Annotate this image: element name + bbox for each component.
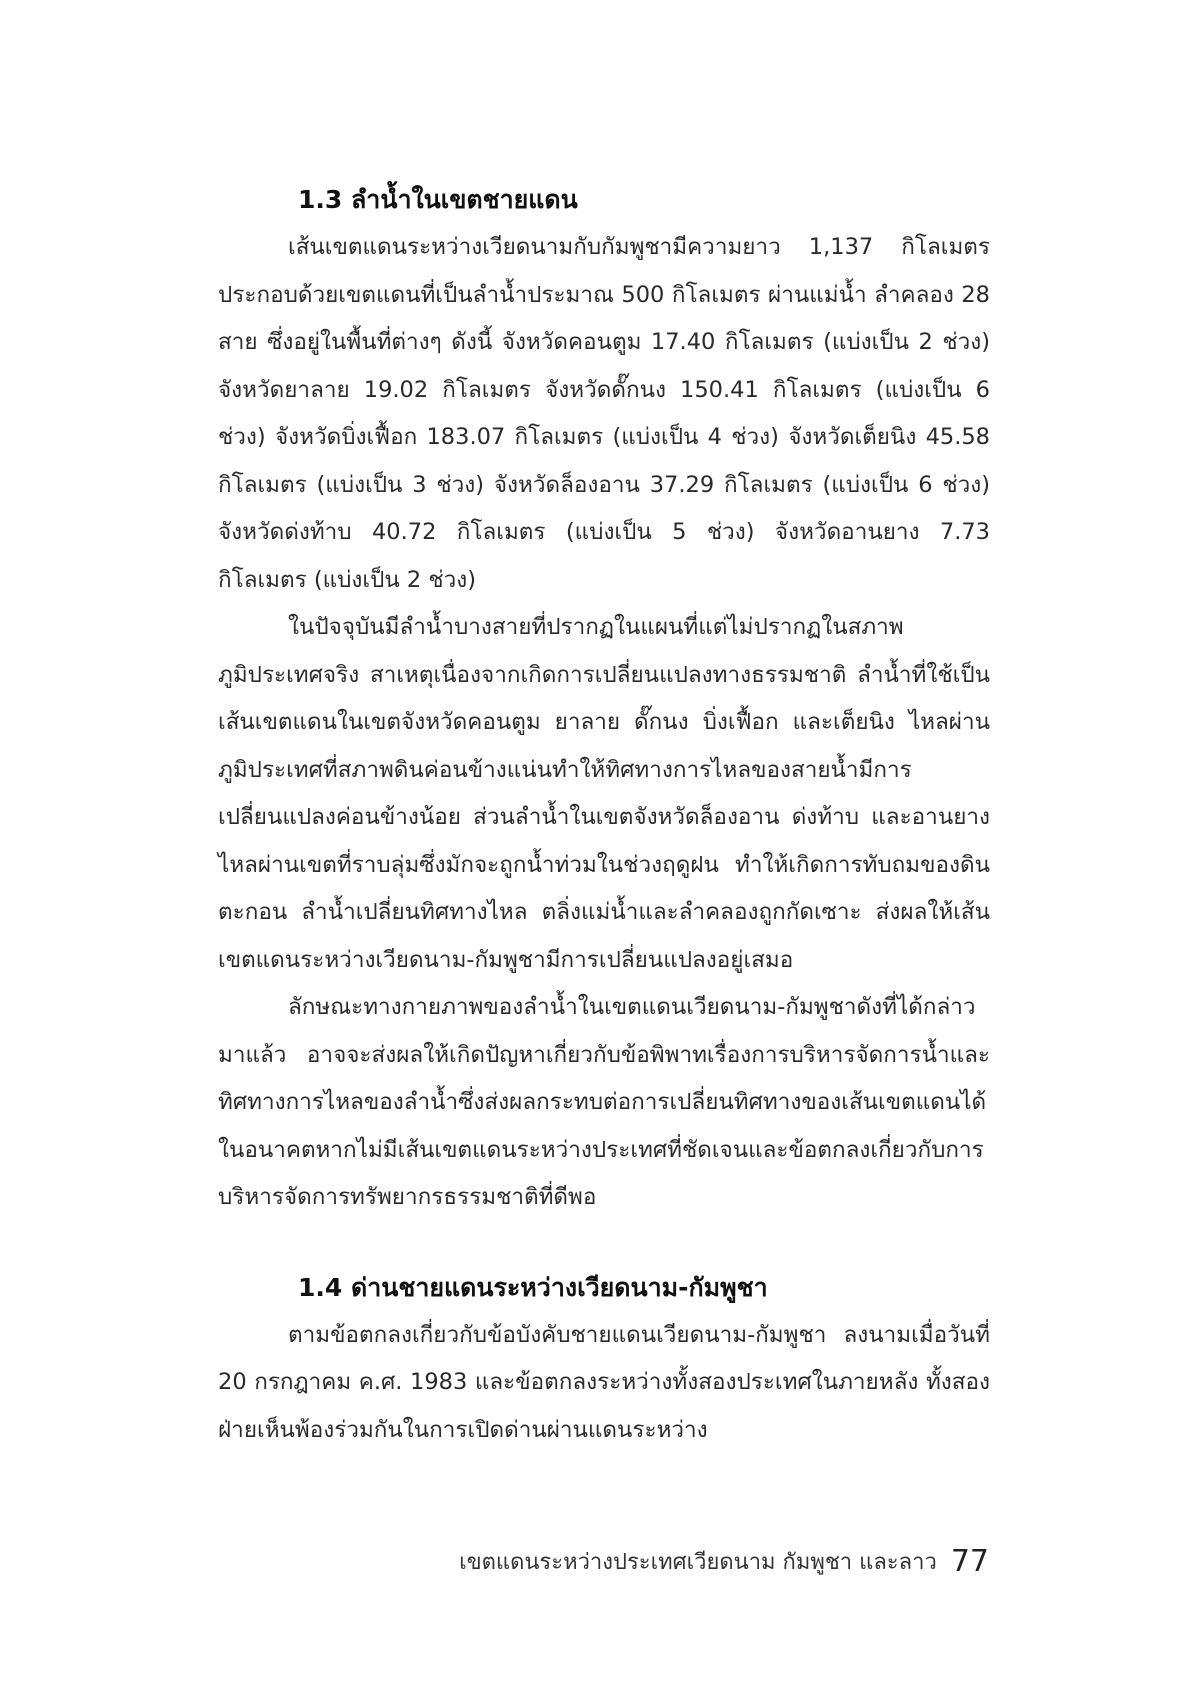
- paragraph-river-length: เส้นเขตแดนระหว่างเวียดนามกับกัมพูชามีความยาว 1,137 กิโลเมตร ประกอบด้วยเขตแดนที่เป็นลำน้ำประมาณ 500 กิโลเมตร ผ่านแม่น้ำ ลำคลอง 28 สาย ซึ่งอยู่ในพื้นที่ต่างๆ ดังนี้ จังหวัดคอนตูม 17.40 กิโลเมตร (แบ่งเป็น 2 ช่วง) จังหวัดยาลาย 19.02 กิโลเมตร จังหวัดดั๊กนง 150.41 กิโลเมตร (แบ่งเป็น 6 ช่วง) จังหวัดบิ่งเฟื้อก 183.07 กิโลเมตร (แบ่งเป็น 4 ช่วง) จังหวัดเต็ยนิง 45.58 กิโลเมตร (แบ่งเป็น 3 ช่วง) จังหวัดล็องอาน 37.29 กิโลเมตร (แบ่งเป็น 6 ช่วง) จังหวัดด่งท้าบ 40.72 กิโลเมตร (แบ่งเป็น 5 ช่วง) จังหวัดอานยาง 7.73 กิโลเมตร (แบ่งเป็น 2 ช่วง): [218, 234, 990, 593]
- section-gap: [218, 1222, 990, 1270]
- page-number: 77: [950, 1544, 989, 1579]
- running-title: เขตแดนระหว่างประเทศเวียดนาม กัมพูชา และลาว: [459, 1550, 937, 1575]
- paragraph-river-changes: ในปัจจุบันมีลำน้ำบางสายที่ปรากฏในแผนที่แต่ไม่ปรากฏในสภาพภูมิประเทศจริง สาเหตุเนื่องจากเกิดการเปลี่ยนแปลงทางธรรมชาติ ลำน้ำที่ใช้เป็นเส้นเขตแดนในเขตจังหวัดคอนตูม ยาลาย ดั๊กนง บิ่งเฟื้อก และเต็ยนิง ไหลผ่านภูมิประเทศที่สภาพดินค่อนข้างแน่นทำให้ทิศทางการไหลของสายน้ำมีการเปลี่ยนแปลงค่อนข้างน้อย ส่วนลำน้ำในเขตจังหวัดล็องอาน ด่งท้าบ และอานยาง ไหลผ่านเขตที่ราบลุ่มซึ่งมักจะถูกน้ำท่วมในช่วงฤดูฝน ทำให้เกิดการทับถมของดินตะกอน ลำน้ำเปลี่ยนทิศทางไหล ตลิ่งแม่น้ำและลำคลองถูกกัดเซาะ ส่งผลให้เส้นเขตแดนระหว่างเวียดนาม-กัมพูชามีการเปลี่ยนแปลงอยู่เสมอ: [218, 614, 990, 973]
- paragraph-border-checkpoints: ตามข้อตกลงเกี่ยวกับข้อบังคับชายแดนเวียดนาม-กัมพูชา ลงนามเมื่อวันที่ 20 กรกฎาคม ค.ศ. 1983 และข้อตกลงระหว่างทั้งสองประเทศในภายหลัง ทั้งสองฝ่ายเห็นพ้องร่วมกันในการเปิดด่านผ่านแดนระหว่าง: [218, 1321, 990, 1443]
- page-body: [218, 182, 990, 1454]
- page-footer: [459, 1544, 989, 1581]
- section-heading-1-4: 1.4 ด่านชายแดนระหว่างเวียดนาม-กัมพูชา: [298, 1272, 768, 1302]
- paragraph-physical-characteristics: ลักษณะทางกายภาพของลำน้ำในเขตแดนเวียดนาม-กัมพูชาดังที่ได้กล่าวมาแล้ว อาจจะส่งผลให้เกิดปัญหาเกี่ยวกับข้อพิพาทเรื่องการบริหารจัดการน้ำและทิศทางการไหลของลำน้ำซึ่งส่งผลกระทบต่อการเปลี่ยนทิศทางของเส้นเขตแดนได้ในอนาคตหากไม่มีเส้นเขตแดนระหว่างประเทศที่ชัดเจนและข้อตกลงเกี่ยวกับการบริหารจัดการทรัพยากรธรรมชาติที่ดีพอ: [218, 994, 990, 1210]
- section-heading-1-3: 1.3 ลำน้ำในเขตชายแดน: [298, 185, 578, 214]
